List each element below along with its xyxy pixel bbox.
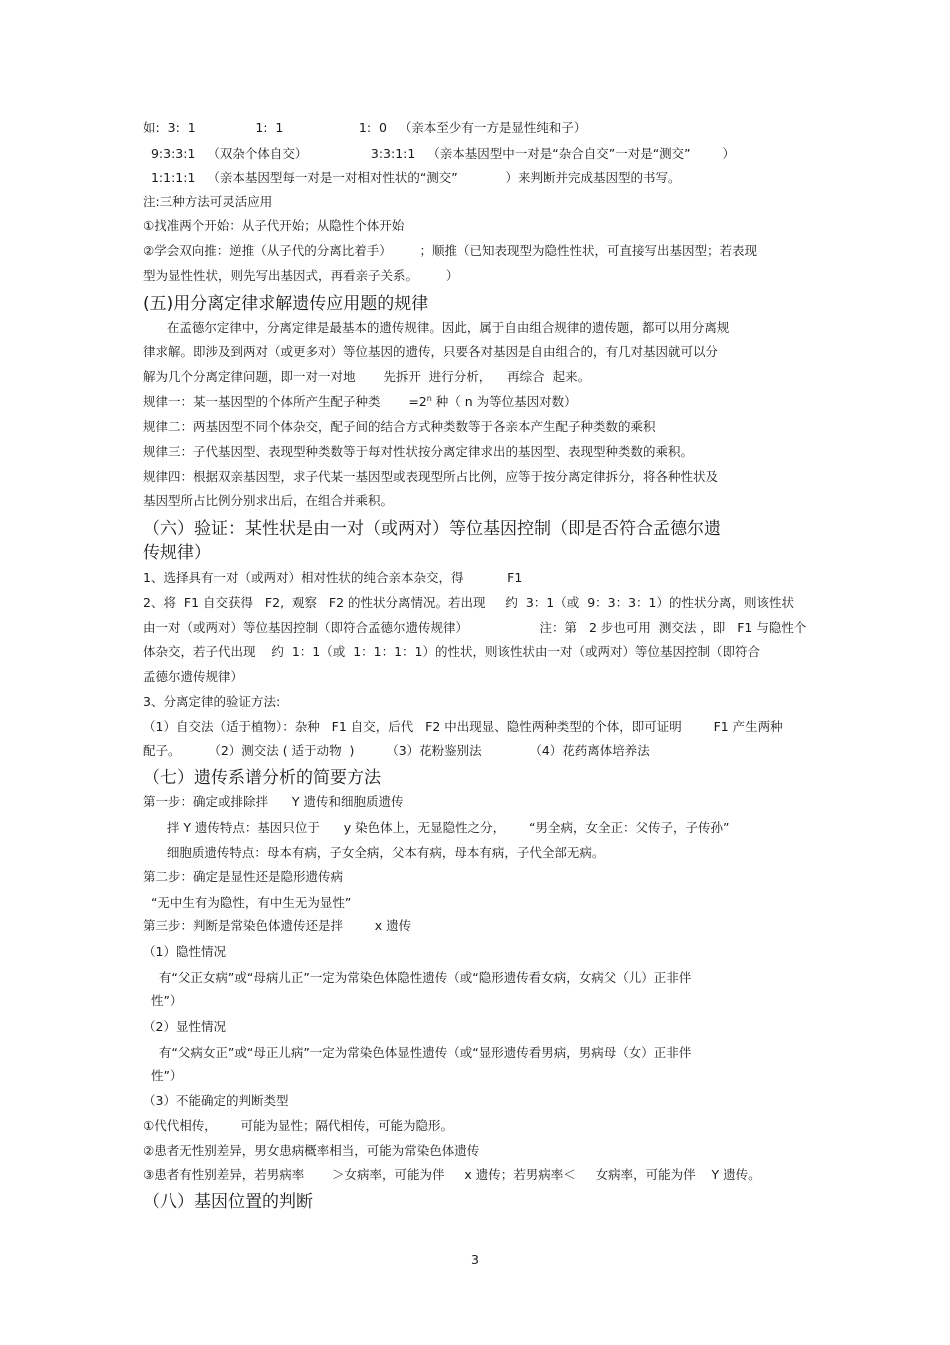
section-heading-6: （六）验证：某性状是由一对（或两对）等位基因控制（即是否符合孟德尔遗: [143, 519, 721, 539]
text-line: 律求解。即涉及到两对（或更多对）等位基因的遗传，只要各对基因是自由组合的，有几对基因就可以分: [143, 344, 719, 359]
text-line: 规律二：两基因型不同个体杂交，配子间的结合方式种类数等于各亲本产生配子种类数的乘积: [143, 419, 656, 434]
text-line: 配子。 （2）测交法 ( 适于动物 ) （3）花粉鉴别法 （4）花药离体培养法: [143, 743, 650, 758]
text-line: 1:1:1:1 （亲本基因型每一对是一对相对性状的“测交” ）来判断并完成基因型的书写。: [143, 170, 681, 185]
text-line: 第二步：确定是显性还是隐形遗传病: [143, 869, 344, 884]
text-line: 在孟德尔定律中，分离定律是最基本的遗传规律。因此，属于自由组合规律的遗传题，都可以用分离规: [143, 320, 730, 335]
text-line: 有“父正女病”或“母病儿正”一定为常染色体隐性遗传（或“隐形遗传看女病，女病父（儿）正非伴: [143, 970, 692, 985]
text-line: 基因型所占比例分别求出后，在组合并乘积。: [143, 493, 394, 508]
section-heading-6-cont: 传规律）: [143, 543, 211, 563]
text-line: （1）隐性情况: [143, 944, 226, 959]
text-line: 由一对（或两对）等位基因控制（即符合孟德尔遗传规律） 注：第 2 步也可用 测交法 ，即 F1 与隐性个: [143, 620, 807, 635]
text-line: 拌 Y 遗传特点：基因只位于 y 染色体上，无显隐性之分， “男全病，女全正：父传子，子传孙”: [143, 820, 730, 835]
text-line: 第三步：判断是常染色体遗传还是拌 x 遗传: [143, 918, 412, 933]
text-line: 9:3:3:1 （双杂个体自交） 3:3:1:1 （亲本基因型中一对是“杂合自交”一对是“测交” ）: [143, 146, 735, 161]
text-line: 型为显性性状，则先写出基因式，再看亲子关系。 ）: [143, 268, 459, 283]
text-line: 解为几个分离定律问题，即一对一对地 先拆开 进行分析， 再综合 起来。: [143, 369, 591, 384]
section-heading-8: （八）基因位置的判断: [143, 1192, 313, 1212]
text-line: （3）不能确定的判断类型: [143, 1093, 289, 1108]
text-line: ②患者无性别差异，男女患病概率相当，可能为常染色体遗传: [143, 1143, 480, 1158]
text-line: ②学会双向推：逆推（从子代的分离比着手） ；顺推（已知表现型为隐性性状，可直接写出基因型；若表现: [143, 243, 758, 258]
text-line: 规律三：子代基因型、表现型种类数等于每对性状按分离定律求出的基因型、表现型种类数的乘积。: [143, 444, 694, 459]
section-heading-7: （七）遗传系谱分析的简要方法: [143, 768, 381, 788]
text-line: “无中生有为隐性，有中生无为显性”: [143, 895, 352, 910]
text-line: 细胞质遗传特点：母本有病，子女全病，父本有病，母本有病，子代全部无病。: [143, 845, 605, 860]
text-line: 2、将 F1 自交获得 F2, 观察 F2 的性状分离情况。若出现 约 3：1（或 9：3：3：1）的性状分离，则该性状: [143, 595, 795, 610]
rule-one-exponent: n: [426, 393, 432, 403]
text-line: （1）自交法（适于植物）：杂种 F1 自交，后代 F2 中出现显、隐性两种类型的个体，即可证明 F1 产生两种: [143, 719, 783, 734]
text-line: 孟德尔遗传规律）: [143, 669, 244, 684]
text-line: ①代代相传， 可能为显性；隔代相传，可能为隐形。: [143, 1118, 454, 1133]
text-line: ③患者有性别差异，若男病率 ＞女病率，可能为伴 x 遗传；若男病率＜ 女病率，可能为伴 Y 遗传。: [143, 1167, 761, 1182]
rule-one-tail: 种（ n 为等位基因对数）: [431, 394, 577, 409]
text-line: ①找准两个开始：从子代开始；从隐性个体开始: [143, 218, 405, 233]
text-line: 1、选择具有一对（或两对）相对性状的纯合亲本杂交，得 F1: [143, 570, 523, 585]
text-line: 性”）: [143, 1068, 183, 1083]
text-line: 如: 3: 1 1: 1 1: 0 （亲本至少有一方是显性纯和子）: [143, 120, 587, 135]
text-line: 有“父病女正”或“母正儿病”一定为常染色体显性遗传（或“显形遗传看男病，男病母（女）正非伴: [143, 1045, 692, 1060]
rule-one-text: 规律一：某一基因型的个体所产生配子种类 =2: [143, 394, 427, 409]
text-line: 规律四：根据双亲基因型，求子代某一基因型或表现型所占比例，应等于按分离定律拆分，将各种性状及: [143, 469, 719, 484]
text-line: 体杂交，若子代出现 约 1：1（或 1：1：1：1）的性状，则该性状由一对（或两对）等位基因控制（即符合: [143, 644, 761, 659]
text-line: 性”）: [143, 993, 183, 1008]
text-line: 注:三种方法可灵活应用: [143, 194, 273, 209]
rule-one: [143, 394, 577, 410]
page-number: 3: [471, 1252, 479, 1267]
section-heading-5: (五)用分离定律求解遗传应用题的规律: [143, 294, 429, 314]
text-line: 第一步：确定或排除拌 Y 遗传和细胞质遗传: [143, 794, 404, 809]
text-line: （2）显性情况: [143, 1019, 226, 1034]
text-line: 3、分离定律的验证方法:: [143, 694, 281, 709]
